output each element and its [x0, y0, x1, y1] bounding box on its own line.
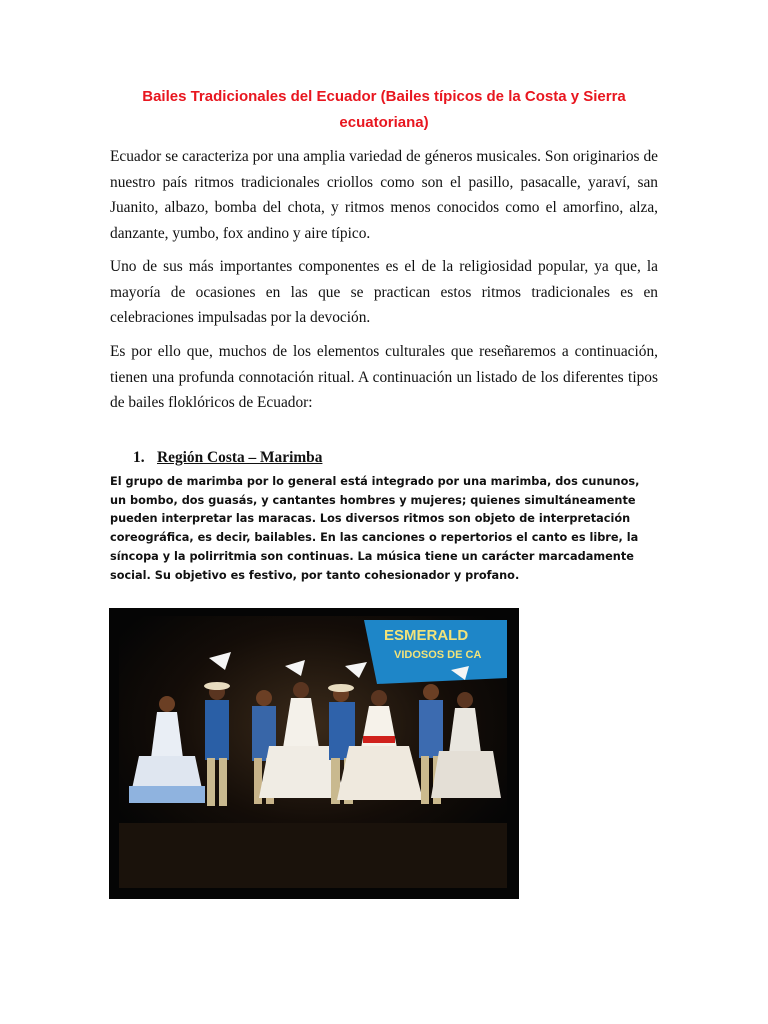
- section-heading-text: Región Costa – Marimba: [157, 449, 323, 466]
- stage-floor: [119, 823, 507, 888]
- list-intro-paragraph: Es por ello que, muchos de los elementos culturales que reseñaremos a continuación, tienen una profunda connotación ritual. A continuación un listado de los diferentes tipos de bailes floklóricos de Ecuador:: [110, 343, 658, 411]
- section-heading-marimba: [133, 449, 322, 467]
- section-body-marimba: El grupo de marimba por lo general está integrado por una marimba, dos cununos, un bombo, dos guasás, y cantantes hombres y mujeres; quienes simultáneamente pueden interpretar las maracas. Los diversos ritmos son objeto de interpretación coreográfica, es decir, bailables. En las canciones o repertorios el canto es libre, la síncopa y la polirritmia son continuas. La música tiene un carácter marcadamente social. Su objetivo es festivo, por tanto cohesionador y profano.: [110, 475, 640, 582]
- banner-line-2: VIDOSOS DE CA: [394, 649, 482, 661]
- section-number: 1.: [133, 449, 145, 466]
- document-title: Bailes Tradicionales del Ecuador (Bailes típicos de la Costa y Sierra ecuatoriana): [142, 88, 626, 131]
- banner-line-1: ESMERALD: [384, 627, 469, 644]
- photo-banner: [364, 620, 507, 684]
- marimba-dance-photo: [109, 608, 519, 899]
- religiosity-paragraph: Uno de sus más importantes componentes es el de la religiosidad popular, ya que, la mayoría de ocasiones en las que se practican estos ritmos tradicionales es en celebraciones impulsadas por la devoción.: [110, 258, 658, 326]
- intro-paragraph: Ecuador se caracteriza por una amplia variedad de géneros musicales. Son originarios de nuestro país ritmos tradicionales criollos como son el pasillo, pasacalle, yaraví, san Juanito, albazo, bomba del chota, y ritmos menos conocidos como el amorfino, alza, danzante, yumbo, fox andino y aire típico.: [110, 148, 658, 242]
